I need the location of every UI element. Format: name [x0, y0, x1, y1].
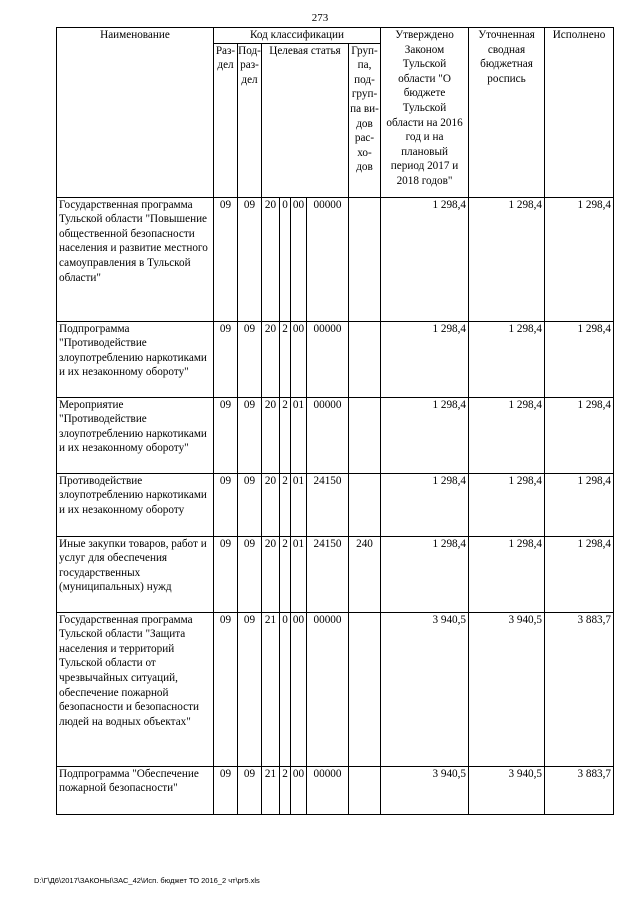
row-target-3: 01: [291, 473, 307, 536]
row-target-2: 2: [280, 536, 291, 612]
row-approved: 1 298,4: [381, 536, 469, 612]
row-name: Государственная программа Тульской области "Повышение общественной безопасности населения и развитие местного самоуправления в Тульской области": [57, 197, 214, 321]
row-target-3: 01: [291, 536, 307, 612]
row-section: 09: [214, 536, 238, 612]
row-target-3: 00: [291, 766, 307, 814]
row-target-4: 24150: [307, 473, 349, 536]
row-clarified: 3 940,5: [469, 766, 545, 814]
table-row: [57, 397, 614, 473]
row-target-2: 0: [280, 197, 291, 321]
row-section: 09: [214, 612, 238, 766]
row-section: 09: [214, 473, 238, 536]
row-clarified: 3 940,5: [469, 612, 545, 766]
row-approved: 1 298,4: [381, 397, 469, 473]
row-executed: 1 298,4: [545, 321, 614, 397]
row-subsection: 09: [238, 321, 262, 397]
header-section: Раз-дел: [214, 43, 238, 197]
row-approved: 3 940,5: [381, 612, 469, 766]
table-row: [57, 197, 614, 321]
header-executed: Исполнено: [545, 28, 614, 198]
row-section: 09: [214, 321, 238, 397]
row-target-4: 00000: [307, 766, 349, 814]
header-name: Наименование: [57, 28, 214, 198]
row-target-4: 00000: [307, 397, 349, 473]
row-executed: 1 298,4: [545, 397, 614, 473]
row-target-4: 00000: [307, 321, 349, 397]
header-row-1: [57, 28, 614, 44]
row-target-4: 00000: [307, 612, 349, 766]
row-section: 09: [214, 766, 238, 814]
row-target-2: 2: [280, 397, 291, 473]
row-target-1: 21: [262, 766, 280, 814]
row-subsection: 09: [238, 473, 262, 536]
row-target-2: 2: [280, 321, 291, 397]
file-path-footer: D:\Г\Д6\2017\ЗАКОНЫ\ЗАС_42\Исп. бюджет ТО 2016_2 чт\pr5.xls: [34, 876, 260, 885]
row-clarified: 1 298,4: [469, 473, 545, 536]
row-clarified: 1 298,4: [469, 197, 545, 321]
row-group: [349, 321, 381, 397]
row-group: [349, 473, 381, 536]
row-subsection: 09: [238, 197, 262, 321]
row-target-4: 24150: [307, 536, 349, 612]
row-subsection: 09: [238, 612, 262, 766]
row-group: [349, 612, 381, 766]
page-number: 273: [311, 12, 329, 24]
row-target-2: 0: [280, 612, 291, 766]
table-row: [57, 473, 614, 536]
row-executed: 1 298,4: [545, 197, 614, 321]
row-executed: 1 298,4: [545, 473, 614, 536]
row-section: 09: [214, 197, 238, 321]
header-group: Груп-па, под-груп-па ви-дов рас-хо-дов: [349, 43, 381, 197]
row-clarified: 1 298,4: [469, 321, 545, 397]
row-section: 09: [214, 397, 238, 473]
row-target-3: 01: [291, 397, 307, 473]
row-name: Подпрограмма "Противодействие злоупотреблению наркотиками и их незаконному обороту": [57, 321, 214, 397]
row-target-1: 20: [262, 397, 280, 473]
table-row: [57, 321, 614, 397]
row-approved: 1 298,4: [381, 197, 469, 321]
header-classification: Код классификации: [214, 28, 381, 44]
row-clarified: 1 298,4: [469, 397, 545, 473]
budget-table: [56, 27, 614, 815]
header-clarified: Уточненная сводная бюджетная роспись: [469, 28, 545, 198]
row-target-1: 20: [262, 473, 280, 536]
row-name: Мероприятие "Противодействие злоупотреблению наркотиками и их незаконному обороту": [57, 397, 214, 473]
row-approved: 1 298,4: [381, 321, 469, 397]
row-target-3: 00: [291, 197, 307, 321]
row-group: [349, 766, 381, 814]
table-row: [57, 766, 614, 814]
row-approved: 3 940,5: [381, 766, 469, 814]
row-executed: 3 883,7: [545, 766, 614, 814]
header-approved: Утверждено Законом Тульской области "О бюджете Тульской области на 2016 год и на плановый период 2017 и 2018 годов": [381, 28, 469, 198]
table-row: [57, 536, 614, 612]
row-group: 240: [349, 536, 381, 612]
row-target-1: 20: [262, 536, 280, 612]
row-target-1: 20: [262, 197, 280, 321]
row-name: Противодействие злоупотреблению наркотиками и их незаконному обороту: [57, 473, 214, 536]
row-clarified: 1 298,4: [469, 536, 545, 612]
row-subsection: 09: [238, 397, 262, 473]
row-name: Подпрограмма "Обеспечение пожарной безопасности": [57, 766, 214, 814]
row-name: Государственная программа Тульской области "Защита населения и территорий Тульской области от чрезвычайных ситуаций, обеспечение пожарной безопасности и безопасности людей на водных объектах": [57, 612, 214, 766]
row-target-4: 00000: [307, 197, 349, 321]
row-target-3: 00: [291, 321, 307, 397]
row-executed: 3 883,7: [545, 612, 614, 766]
row-subsection: 09: [238, 766, 262, 814]
table-row: [57, 612, 614, 766]
row-target-1: 21: [262, 612, 280, 766]
header-target-article: Целевая статья: [262, 43, 349, 197]
row-target-2: 2: [280, 473, 291, 536]
row-executed: 1 298,4: [545, 536, 614, 612]
header-subsection: Под-раз-дел: [238, 43, 262, 197]
row-group: [349, 397, 381, 473]
row-target-3: 00: [291, 612, 307, 766]
row-name: Иные закупки товаров, работ и услуг для обеспечения государственных (муниципальных) нужд: [57, 536, 214, 612]
row-target-1: 20: [262, 321, 280, 397]
row-group: [349, 197, 381, 321]
row-approved: 1 298,4: [381, 473, 469, 536]
row-target-2: 2: [280, 766, 291, 814]
row-subsection: 09: [238, 536, 262, 612]
